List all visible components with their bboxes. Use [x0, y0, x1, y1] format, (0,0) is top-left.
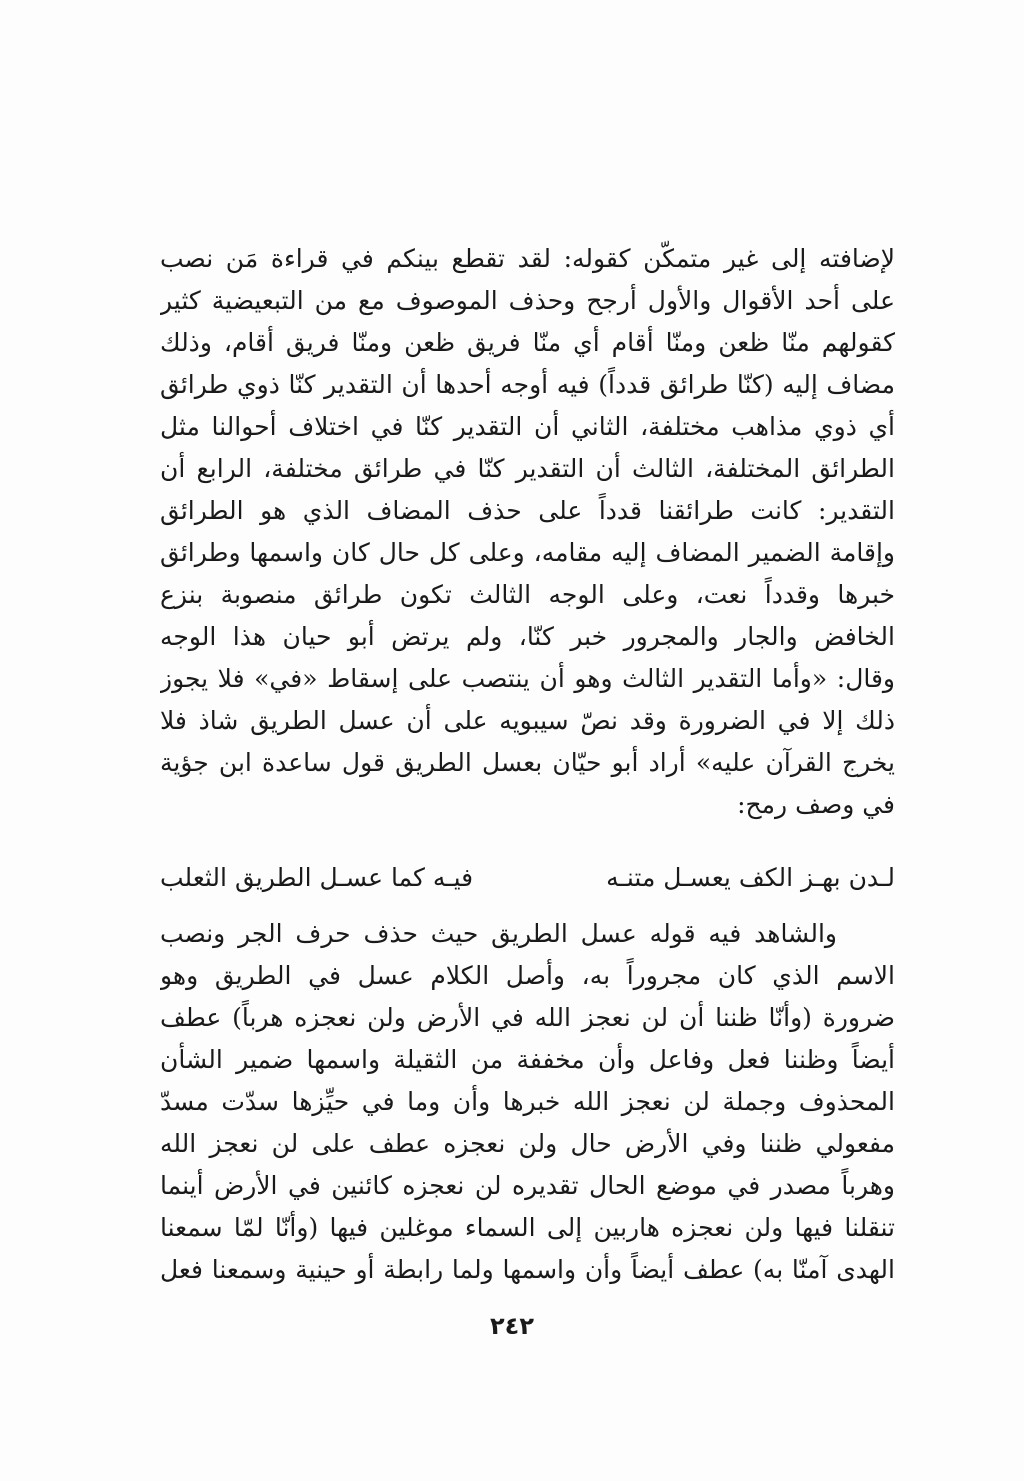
text-line: الطرائق المختلفة، الثالث أن التقدير كنّا في طرائق مختلفة، الرابع أن [160, 454, 895, 483]
text-line: الاسم الذي كان مجروراً به، وأصل الكلام عسل في الطريق وهو [160, 961, 895, 990]
text-line: الهدى آمنّا به) عطف أيضاً وأن واسمها ولما رابطة أو حينية وسمعنا فعل [160, 1255, 895, 1284]
text-line: كقولهم منّا ظعن ومنّا أقام أي منّا فريق ظعن ومنّا فريق أقام، وذلك [160, 328, 895, 357]
text-line: أي ذوي مذاهب مختلفة، الثاني أن التقدير كنّا في اختلاف أحوالنا مثل [160, 412, 895, 441]
text-line: والشاهد فيه قوله عسل الطريق حيث حذف حرف الجر ونصب [160, 919, 837, 948]
paragraph-two [160, 913, 895, 1291]
text-line: خبرها وقدداً نعت، وعلى الوجه الثالث تكون طرائق منصوبة بنزع [160, 580, 895, 609]
text-line: ذلك إلا في الضرورة وقد نصّ سيبويه على أن عسل الطريق شاذ فلا [160, 706, 895, 735]
text-line: مضاف إليه (كنّا طرائق قدداً) فيه أوجه أحدها أن التقدير كنّا ذوي طرائق [160, 370, 895, 399]
verse-first-hemistich: لـدن بهـز الكف يعسـل متنـه [606, 863, 895, 892]
text-line: في وصف رمح: [737, 790, 895, 819]
verse-second-hemistich: فيـه كما عسـل الطريق الثعلب [160, 863, 474, 892]
text-line: مفعولي ظننا وفي الأرض حال ولن نعجزه عطف على لن نعجز الله [160, 1129, 895, 1158]
text-line: تنقلنا فيها ولن نعجزه هاربين إلى السماء موغلين فيها (وأنّا لمّا سمعنا [160, 1213, 895, 1242]
text-line: الخافض والجار والمجرور خبر كنّا، ولم يرتض أبو حيان هذا الوجه [160, 622, 895, 651]
paragraph-one [160, 238, 895, 826]
poetry-verse [160, 855, 895, 901]
text-line: لإضافته إلى غير متمكّن كقوله: لقد تقطع بينكم في قراءة مَن نصب [160, 244, 895, 273]
text-line: يخرج القرآن عليه» أراد أبو حيّان بعسل الطريق قول ساعدة ابن جؤية [160, 748, 895, 777]
text-line: وهرباً مصدر في موضع الحال تقديره لن نعجزه كائنين في الأرض أينما [160, 1171, 895, 1200]
text-line: على أحد الأقوال والأول أرجح وحذف الموصوف مع من التبعيضية كثير [160, 286, 895, 315]
page-number: ٢٤٢ [490, 1312, 534, 1340]
text-line: وإقامة الضمير المضاف إليه مقامه، وعلى كل حال كان واسمها وطرائق [160, 538, 895, 567]
text-line: أيضاً وظننا فعل وفاعل وأن مخففة من الثقيلة واسمها ضمير الشأن [160, 1045, 895, 1074]
text-line: التقدير: كانت طرائقنا قدداً على حذف المضاف الذي هو الطرائق [160, 496, 895, 525]
text-line: ضرورة (وأنّا ظننا أن لن نعجز الله في الأرض ولن نعجزه هرباً) عطف [160, 1003, 895, 1032]
text-line: المحذوف وجملة لن نعجز الله خبرها وأن وما في حيِّزها سدّت مسدّ [160, 1087, 895, 1116]
text-line: وقال: «وأما التقدير الثالث وهو أن ينتصب على إسقاط «في» فلا يجوز [160, 664, 895, 693]
